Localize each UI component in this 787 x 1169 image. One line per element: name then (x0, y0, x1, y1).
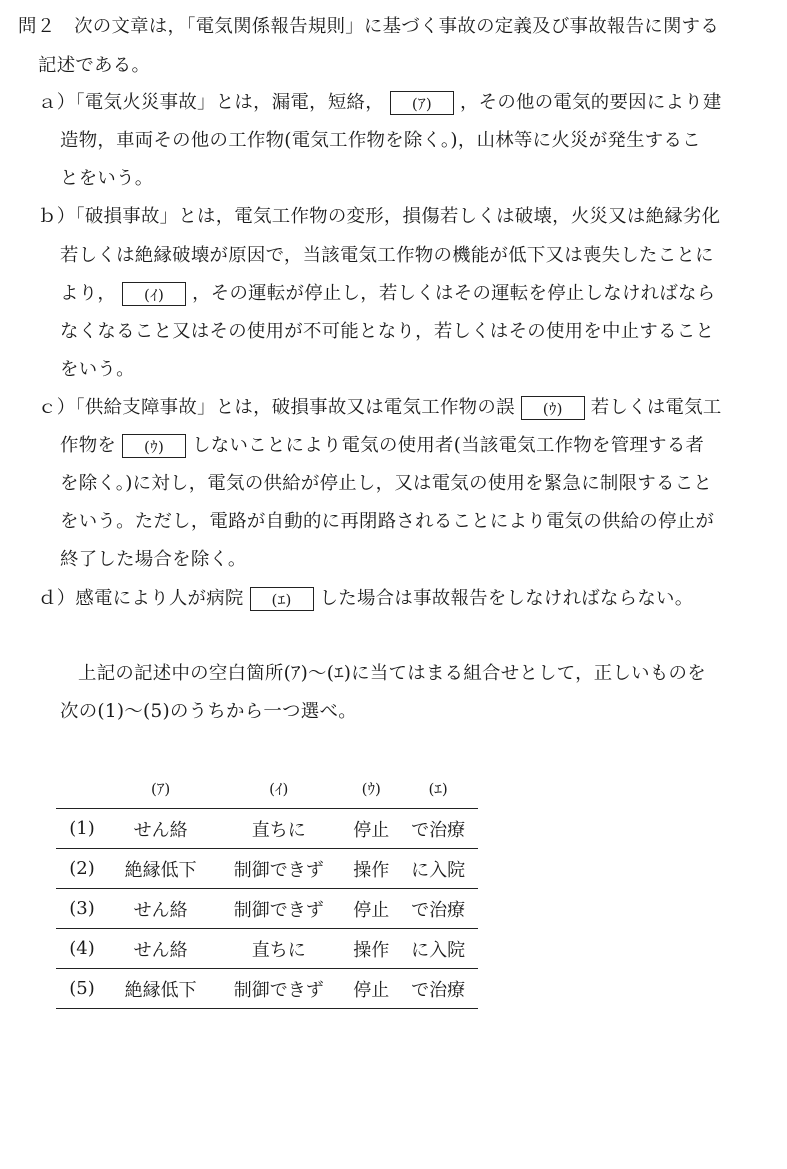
choice-number: (4) (56, 929, 108, 969)
choice-number: (3) (56, 889, 108, 929)
cell-c: 操作 (344, 929, 398, 969)
blank-c-box-1: (ｳ) (521, 396, 585, 420)
choice-number: (5) (56, 969, 108, 1009)
item-a-text-pre: ａ）「電気火災事故」とは，漏電，短絡， (38, 92, 384, 113)
item-c-line2-post: しないことにより電気の使用者(当該電気工作物を管理する者 (192, 435, 705, 456)
cell-a: せん絡 (108, 889, 213, 929)
cell-c: 停止 (344, 809, 398, 849)
cell-b: 制御できず (213, 969, 344, 1009)
choice-number: (2) (56, 849, 108, 889)
item-c-text-pre: ｃ）「供給支障事故」とは，破損事故又は電気工作物の誤 (38, 397, 515, 418)
cell-a: 絶縁低下 (108, 849, 213, 889)
table-row[interactable] (56, 889, 478, 929)
cell-a: 絶縁低下 (108, 969, 213, 1009)
blank-b-box: (ｲ) (122, 282, 186, 306)
cell-d: に入院 (398, 849, 478, 889)
table-row[interactable] (56, 849, 478, 889)
item-b-text-pre: より， (60, 283, 117, 304)
header-a: (ｱ) (108, 768, 213, 809)
item-d-text-pre: ｄ）感電により人が病院 (38, 588, 244, 609)
item-c-line-5: 終了した場合を除く。 (60, 549, 247, 570)
item-c-line-3: を除く。)に対し，電気の供給が停止し，又は電気の使用を緊急に制限すること (60, 473, 713, 494)
question-title-line-1: 問２ 次の文章は，「電気関係報告規則」に基づく事故の定義及び事故報告に関する (18, 16, 720, 37)
table-row[interactable] (56, 809, 478, 849)
instruction-line-1: 上記の記述中の空白箇所(ｱ)～(ｴ)に当てはまる組合せとして，正しいものを (78, 663, 706, 684)
item-b-text-post: ，その運転が停止し，若しくはその運転を停止しなければなら (192, 283, 716, 304)
item-c-line-2 (60, 433, 704, 459)
item-b-line-4: なくなること又はその使用が不可能となり，若しくはその使用を中止すること (60, 321, 715, 342)
item-b-line-5: をいう。 (60, 359, 135, 380)
table-row[interactable] (56, 929, 478, 969)
header-d: (ｴ) (398, 768, 478, 809)
item-c-line2-pre: 作物を (60, 435, 117, 456)
header-number (56, 768, 108, 809)
cell-b: 制御できず (213, 889, 344, 929)
blank-c-box-2: (ｳ) (122, 434, 186, 458)
cell-b: 直ちに (213, 809, 344, 849)
blank-d-box: (ｴ) (250, 587, 314, 611)
cell-a: せん絡 (108, 929, 213, 969)
cell-c: 停止 (344, 889, 398, 929)
item-a-line-1 (38, 90, 722, 116)
cell-d: で治療 (398, 809, 478, 849)
cell-c: 操作 (344, 849, 398, 889)
instruction-line-2: 次の(1)～(5)のうちから一つ選べ。 (60, 701, 357, 722)
cell-b: 制御できず (213, 849, 344, 889)
item-c-line-1 (38, 395, 722, 421)
item-a-line-3: とをいう。 (60, 168, 154, 189)
question-title-line-2: 記述である。 (38, 55, 151, 76)
cell-d: で治療 (398, 969, 478, 1009)
item-c-text-post: 若しくは電気工 (590, 397, 722, 418)
item-a-text-post: ，その他の電気的要因により建 (459, 92, 722, 113)
item-b-line-1: ｂ）「破損事故」とは，電気工作物の変形，損傷若しくは破壊，火災又は絶縁劣化 (38, 206, 721, 227)
cell-a: せん絡 (108, 809, 213, 849)
item-c-line-4: をいう。ただし，電路が自動的に再閉路されることにより電気の供給の停止が (60, 511, 715, 532)
item-d-line-1 (38, 586, 693, 612)
item-b-line-3 (60, 281, 715, 307)
cell-d: に入院 (398, 929, 478, 969)
table-row[interactable] (56, 969, 478, 1009)
item-a-line-2: 造物，車両その他の工作物(電気工作物を除く。)，山林等に火災が発生するこ (60, 130, 701, 151)
header-c: (ｳ) (344, 768, 398, 809)
blank-a-box: (ｱ) (390, 91, 454, 115)
item-d-text-post: した場合は事故報告をしなければならない。 (319, 588, 694, 609)
table-header-row (56, 768, 478, 809)
cell-c: 停止 (344, 969, 398, 1009)
item-b-line-2: 若しくは絶縁破壊が原因で，当該電気工作物の機能が低下又は喪失したことに (60, 245, 714, 266)
header-b: (ｲ) (213, 768, 344, 809)
cell-b: 直ちに (213, 929, 344, 969)
choice-number: (1) (56, 809, 108, 849)
cell-d: で治療 (398, 889, 478, 929)
answer-choices-table (56, 768, 478, 1009)
